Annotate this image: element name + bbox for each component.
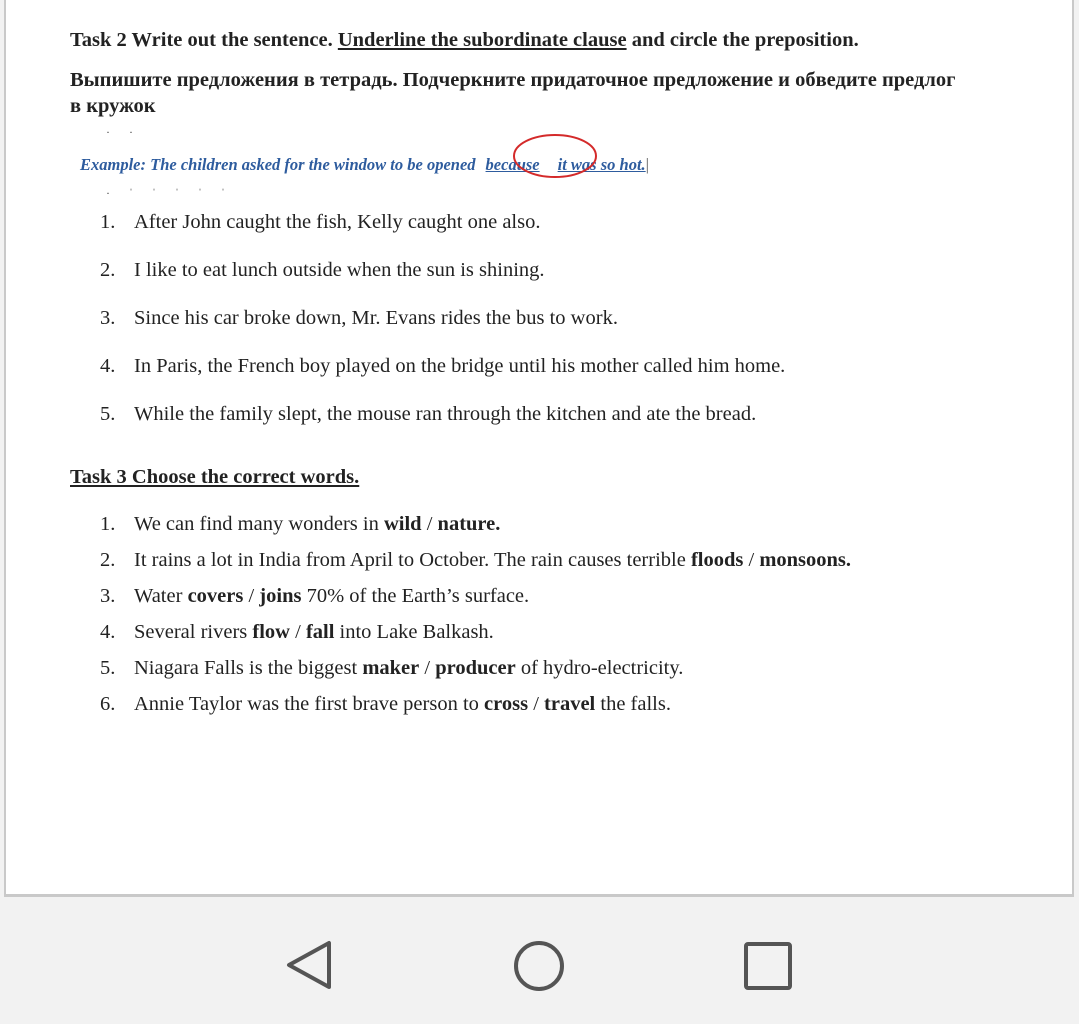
recents-button[interactable] bbox=[740, 938, 796, 994]
back-icon bbox=[281, 938, 337, 994]
task3-option-1: maker bbox=[362, 657, 420, 679]
task3-item-before: Water bbox=[134, 585, 188, 607]
document-page bbox=[4, 0, 1074, 897]
task3-option-2: travel bbox=[544, 693, 596, 715]
home-icon bbox=[511, 938, 567, 994]
task3-item bbox=[100, 693, 671, 716]
task3-item bbox=[100, 657, 683, 680]
task3-item bbox=[100, 621, 494, 644]
task3-separator: / bbox=[243, 585, 260, 607]
task2-item-text: While the family slept, the mouse ran through the kitchen and ate the bread. bbox=[134, 403, 757, 425]
task3-item-number: 1. bbox=[100, 513, 116, 535]
task3-option-1: covers bbox=[187, 585, 244, 607]
task3-option-1: wild bbox=[383, 513, 422, 535]
task3-option-2: nature. bbox=[437, 513, 501, 535]
task2-item bbox=[100, 259, 545, 282]
task3-option-2: fall bbox=[305, 621, 335, 643]
task3-item bbox=[100, 585, 529, 608]
bleed-through-mark-2: · ˈ ˈ ˈ ˈ ˈ bbox=[106, 186, 233, 200]
task3-item-before: We can find many wonders in bbox=[134, 513, 384, 535]
android-navigation-bar bbox=[0, 900, 1079, 1024]
example-subordinate-clause: it was so hot. bbox=[557, 155, 646, 174]
task3-item-before: Niagara Falls is the biggest bbox=[134, 657, 363, 679]
task2-item-number: 3. bbox=[100, 307, 116, 329]
task3-heading: Task 3 Choose the correct words. bbox=[70, 466, 360, 488]
task3-item-number: 4. bbox=[100, 621, 116, 643]
task3-item-number: 3. bbox=[100, 585, 116, 607]
task3-separator: / bbox=[419, 657, 436, 679]
task2-russian-line1: Выпишите предложения в тетрадь. Подчеркните придаточное предложение и обведите предлог bbox=[70, 69, 956, 91]
task2-item bbox=[100, 211, 540, 234]
task3-item-number: 6. bbox=[100, 693, 116, 715]
task2-russian-line2: в кружок bbox=[70, 95, 156, 117]
preposition-circle bbox=[511, 132, 601, 180]
task3-separator: / bbox=[743, 549, 760, 571]
task2-item-number: 2. bbox=[100, 259, 116, 281]
task2-item-number: 1. bbox=[100, 211, 116, 233]
task2-item-text: I like to eat lunch outside when the sun is shining. bbox=[134, 259, 545, 281]
example-sentence: Example: The children asked for the window to be opened because it was so hot.| bbox=[80, 155, 649, 174]
task3-item bbox=[100, 549, 851, 572]
task2-heading bbox=[70, 29, 859, 52]
task3-separator: / bbox=[421, 513, 438, 535]
task3-item-number: 2. bbox=[100, 549, 116, 571]
task3-separator: / bbox=[289, 621, 306, 643]
task3-item-after: 70% of the Earth’s surface. bbox=[301, 585, 530, 607]
task2-heading-prefix: Task 2 Write out the sentence. bbox=[70, 29, 338, 51]
task2-heading-suffix: and circle the preposition. bbox=[626, 29, 859, 51]
example-label: Example: bbox=[80, 155, 151, 174]
bleed-through-mark: · · bbox=[106, 125, 141, 139]
task2-item bbox=[100, 403, 756, 426]
task3-item-before: Several rivers bbox=[134, 621, 253, 643]
task3-option-1: cross bbox=[484, 693, 529, 715]
task2-item-number: 5. bbox=[100, 403, 116, 425]
task3-item-after: the falls. bbox=[595, 693, 671, 715]
task3-item-before: Annie Taylor was the first brave person to bbox=[134, 693, 485, 715]
task3-option-1: flow bbox=[252, 621, 290, 643]
home-button[interactable] bbox=[511, 938, 567, 994]
task2-item bbox=[100, 355, 785, 378]
task3-item bbox=[100, 513, 500, 536]
task3-item-after: into Lake Balkash. bbox=[334, 621, 494, 643]
task3-option-1: floods bbox=[690, 549, 744, 571]
example-main-clause: The children asked for the window to be opened bbox=[150, 155, 476, 174]
task2-item-text: In Paris, the French boy played on the bridge until his mother called him home. bbox=[134, 355, 786, 377]
task3-item-after: of hydro-electricity. bbox=[515, 657, 684, 679]
task2-item-text: After John caught the fish, Kelly caught one also. bbox=[134, 211, 541, 233]
task2-item-number: 4. bbox=[100, 355, 116, 377]
task3-separator: / bbox=[528, 693, 545, 715]
task3-item-before: It rains a lot in India from April to October. The rain causes terrible bbox=[134, 549, 691, 571]
task2-heading-underlined: Underline the subordinate clause bbox=[337, 29, 627, 51]
task2-item-text: Since his car broke down, Mr. Evans rides the bus to work. bbox=[134, 307, 618, 329]
task3-option-2: producer bbox=[435, 657, 516, 679]
task2-item bbox=[100, 307, 618, 330]
task3-option-2: monsoons. bbox=[759, 549, 852, 571]
task3-option-2: joins bbox=[259, 585, 302, 607]
example-preposition: because bbox=[485, 155, 540, 174]
task3-item-number: 5. bbox=[100, 657, 116, 679]
back-button[interactable] bbox=[281, 938, 337, 994]
recents-icon bbox=[740, 938, 796, 994]
